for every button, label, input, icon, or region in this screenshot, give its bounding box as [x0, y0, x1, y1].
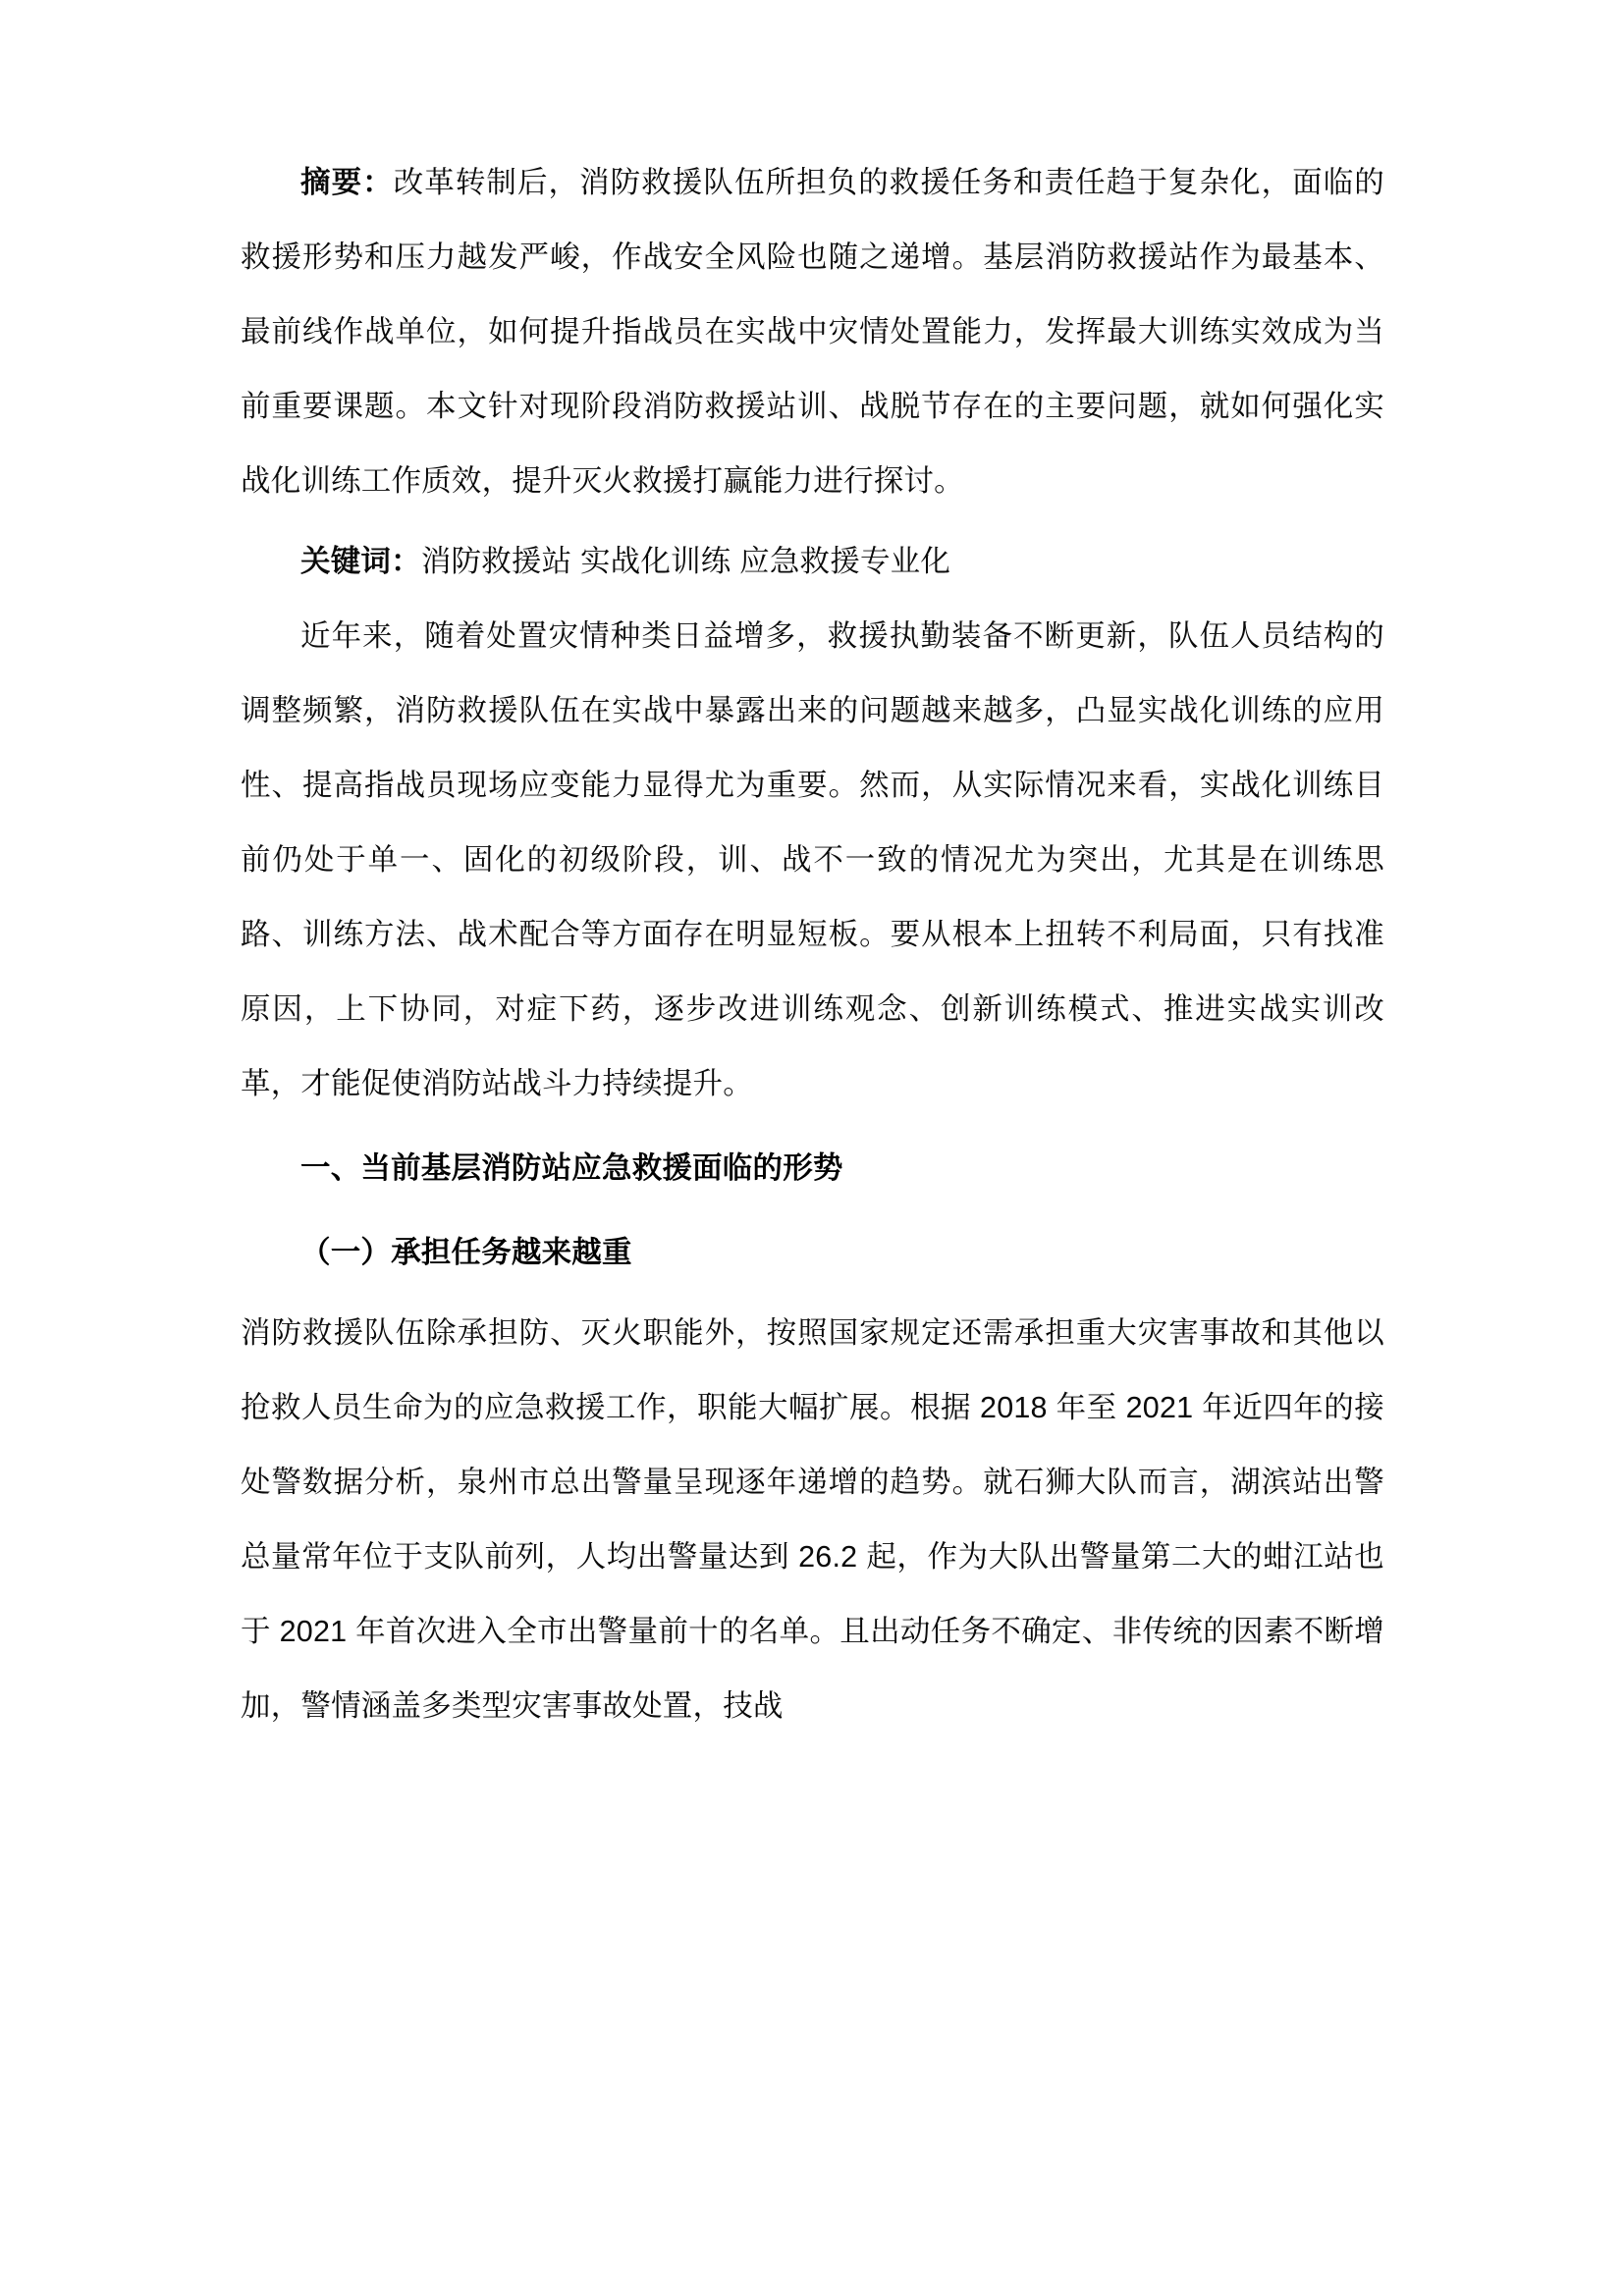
keywords-text: 消防救援站 实战化训练 应急救援专业化: [420, 545, 951, 578]
abstract-paragraph: [241, 145, 1384, 518]
section-one-paragraph: 消防救援队伍除承担防、灭火职能外，按照国家规定还需承担重大灾害事故和其他以抢救人员生命为的应急救援工作，职能大幅扩展。根据 2018 年至 2021 年近四年的接处警数据分析，泉州市总出警量呈现逐年递增的趋势。就石狮大队而言，湖滨站出警总量常年位于支队前列，人均出警量达到 26.2 起，作为大队出警量第二大的蚶江站也于 2021 年首次进入全市出警量前十的名单。且出动任务不确定、非传统的因素不断增加，警情涵盖多类型灾害事故处置，技战: [241, 1316, 1384, 1723]
spacer: [241, 1121, 1384, 1131]
keywords-paragraph: [241, 524, 1384, 599]
abstract-label: 摘要：: [300, 166, 394, 199]
intro-paragraph: [241, 599, 1384, 1121]
subsection-one-heading: （一）承担任务越来越重: [300, 1236, 632, 1269]
keywords-label: 关键词：: [300, 545, 421, 578]
section-one-heading: 一、当前基层消防站应急救援面临的形势: [300, 1151, 843, 1185]
intro-text: 近年来，随着处置灾情种类日益增多，救援执勤装备不断更新，队伍人员结构的调整频繁，消防救援队伍在实战中暴露出来的问题越来越多，凸显实战化训练的应用性、提高指战员现场应变能力显得尤为重要。然而，从实际情况来看，实战化训练目前仍处于单一、固化的初级阶段，训、战不一致的情况尤为突出，尤其是在训练思路、训练方法、战术配合等方面存在明显短板。要从根本上扭转不利局面，只有找准原因，上下协同，对症下药，逐步改进训练观念、创新训练模式、推进实战实训改革，才能促使消防站战斗力持续提升。: [241, 619, 1384, 1100]
spacer: [241, 1205, 1384, 1215]
document-body: [241, 145, 1384, 1743]
abstract-text: 改革转制后，消防救援队伍所担负的救援任务和责任趋于复杂化，面临的救援形势和压力越发严峻，作战安全风险也随之递增。基层消防救援站作为最基本、最前线作战单位，如何提升指战员在实战中灾情处置能力，发挥最大训练实效成为当前重要课题。本文针对现阶段消防救援站训、战脱节存在的主要问题，就如何强化实战化训练工作质效，提升灭火救援打赢能力进行探讨。: [241, 166, 1384, 498]
